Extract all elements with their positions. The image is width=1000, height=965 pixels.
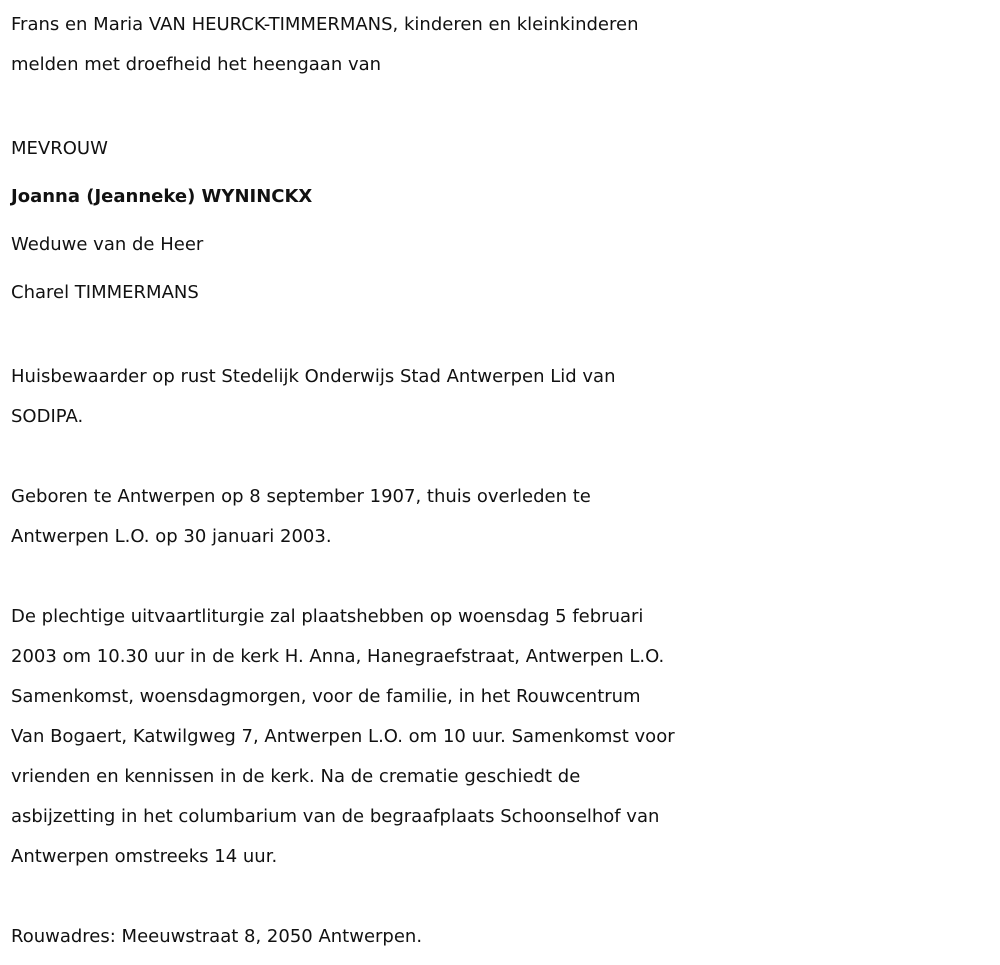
intro-paragraph — [11, 5, 996, 85]
ceremony-paragraph — [11, 597, 996, 877]
ceremony-line: Van Bogaert, Katwilgweg 7, Antwerpen L.O. om 10 uur. Samenkomst voor — [11, 726, 675, 747]
address-paragraph — [11, 917, 996, 957]
occupation-paragraph — [11, 357, 996, 437]
ceremony-line: Samenkomst, woensdagmorgen, voor de familie, in het Rouwcentrum — [11, 686, 641, 707]
paragraph-spacer — [11, 877, 996, 917]
occupation-line: Huisbewaarder op rust Stedelijk Onderwijs Stad Antwerpen Lid van — [11, 366, 616, 387]
paragraph-spacer — [11, 437, 996, 477]
title-text: MEVROUW — [11, 138, 108, 159]
birth-death-line: Geboren te Antwerpen op 8 september 1907, thuis overleden te — [11, 486, 591, 507]
ceremony-line: vrienden en kennissen in de kerk. Na de crematie geschiedt de — [11, 766, 581, 787]
intro-line: Frans en Maria VAN HEURCK-TIMMERMANS, kinderen en kleinkinderen — [11, 14, 639, 35]
ceremony-line: Antwerpen omstreeks 14 uur. — [11, 846, 278, 867]
birth-death-line: Antwerpen L.O. op 30 januari 2003. — [11, 526, 332, 547]
paragraph-spacer — [11, 557, 996, 597]
paragraph-spacer — [11, 85, 996, 125]
mourning-address: Rouwadres: Meeuwstraat 8, 2050 Antwerpen. — [11, 926, 423, 947]
ceremony-line: 2003 om 10.30 uur in de kerk H. Anna, Hanegraefstraat, Antwerpen L.O. — [11, 646, 665, 667]
intro-line: melden met droefheid het heengaan van — [11, 54, 382, 75]
occupation-line: SODIPA. — [11, 406, 84, 427]
deceased-name: Joanna (Jeanneke) WYNINCKX — [11, 186, 313, 207]
paragraph-spacer — [11, 317, 996, 357]
spouse-name: Charel TIMMERMANS — [11, 282, 199, 303]
ceremony-line: De plechtige uitvaartliturgie zal plaatshebben op woensdag 5 februari — [11, 606, 644, 627]
widow-line: Weduwe van de Heer — [11, 234, 204, 255]
deceased-block — [11, 125, 996, 317]
birth-death-paragraph — [11, 477, 996, 557]
ceremony-line: asbijzetting in het columbarium van de begraafplaats Schoonselhof van — [11, 806, 660, 827]
death-announcement — [11, 5, 996, 957]
